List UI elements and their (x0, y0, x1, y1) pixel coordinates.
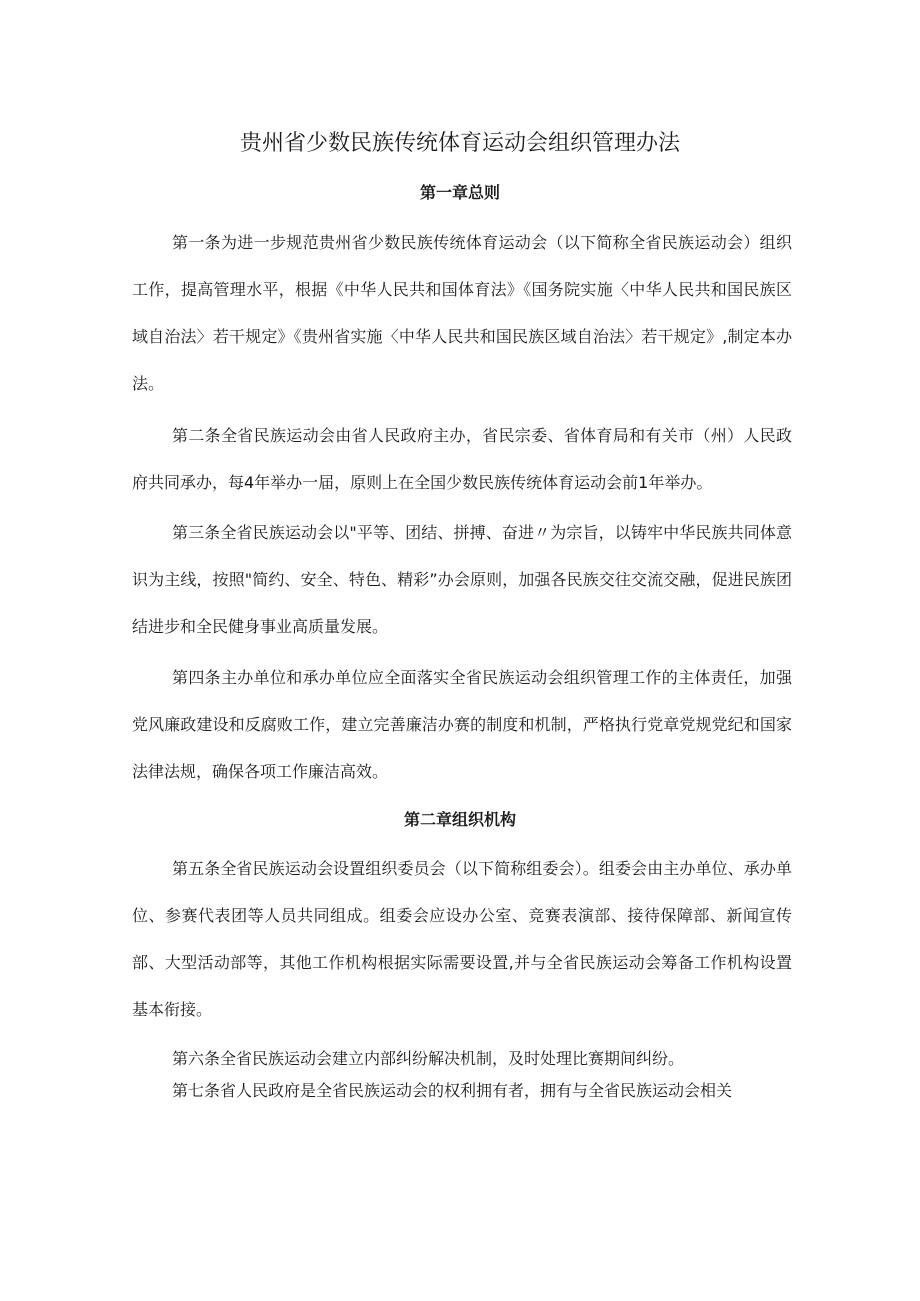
article-paragraph: 第一条为进一步规范贵州省少数民族传统体育运动会（以下简称全省民族运动会）组织工作，提高管理水平，根据《中华人民共和国体育法》《国务院实施〈中华人民共和国民族区域自治法〉若干规定》《贵州省实施〈中华人民共和国民族区域自治法〉若干规定》,制定本办法。 (132, 233, 792, 393)
article-paragraph: 第三条全省民族运动会以"平等、团结、拼搏、奋进〃为宗旨，以铸牢中华民族共同体意识为主线，按照"简约、安全、特色、精彩”办会原则，加强各民族交往交流交融，促进民族团结进步和全民健身事业高质量发展。 (132, 523, 792, 636)
article-paragraph: 第五条全省民族运动会设置组织委员会（以下简称组委会）。组委会由主办单位、承办单位、参赛代表团等人员共同组成。组委会应设办公室、竞赛表演部、接待保障部、新闻宣传部、大型活动部等，其他工作机构根据实际需要设置,并与全省民族运动会筹备工作机构设置基本衔接。 (132, 859, 792, 1019)
article-paragraph: 第二条全省民族运动会由省人民政府主办，省民宗委、省体育局和有关市（州）人民政府共同承办，每4年举办一届，原则上在全国少数民族传统体育运动会前1年举办。 (132, 426, 792, 492)
article-paragraph: 第四条主办单位和承办单位应全面落实全省民族运动会组织管理工作的主体责任，加强党风廉政建设和反腐败工作，建立完善廉洁办赛的制度和机制，严格执行党章党规党纪和国家法律法规，确保各项工作廉洁高效。 (132, 668, 792, 781)
chapter-heading: 第二章组织机构 (403, 810, 516, 829)
article-paragraph: 第七条省人民政府是全省民族运动会的权利拥有者，拥有与全省民族运动会相关 (172, 1081, 733, 1100)
document-title: 贵州省少数民族传统体育运动会组织管理办法 (239, 131, 680, 156)
chapter-heading: 第一章总则 (419, 183, 500, 202)
article-paragraph: 第六条全省民族运动会建立内部纠纷解决机制，及时处理比赛期间纠纷。 (172, 1049, 685, 1068)
